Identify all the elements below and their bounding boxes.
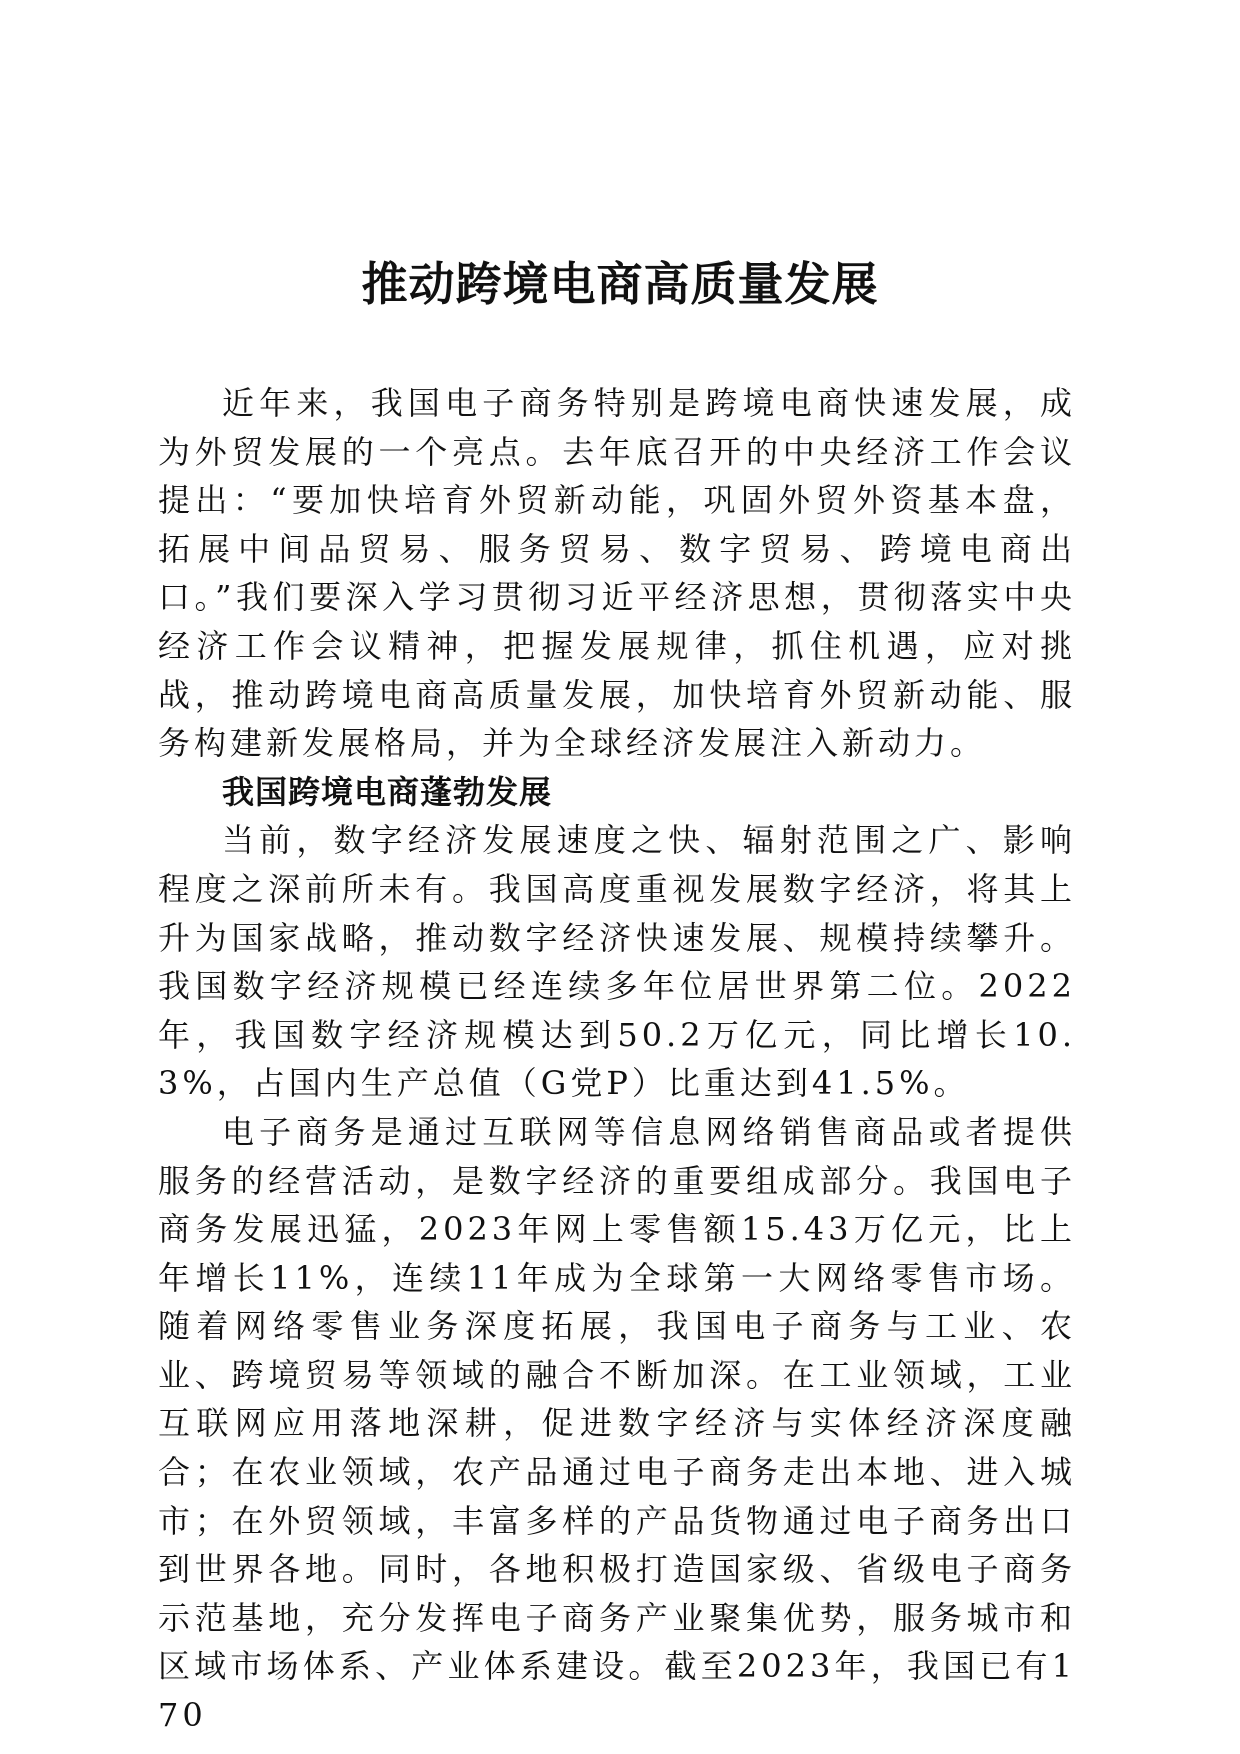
document-body [158,379,1076,1740]
section-paragraph-2: 电子商务是通过互联网等信息网络销售商品或者提供服务的经营活动，是数字经济的重要组成部分。我国电子商务发展迅猛，2023年网上零售额15.43万亿元，比上年增长11%，连续11年成为全球第一大网络零售市场。随着网络零售业务深度拓展，我国电子商务与工业、农业、跨境贸易等领域的融合不断加深。在工业领域，工业互联网应用落地深耕，促进数字经济与实体经济深度融合；在农业领域，农产品通过电子商务走出本地、进入城市；在外贸领域，丰富多样的产品货物通过电子商务出口到世界各地。同时，各地积极打造国家级、省级电子商务示范基地，充分发挥电子商务产业聚集优势，服务城市和区域市场体系、产业体系建设。截至2023年，我国已有170 [158,1112,1076,1735]
section-heading: 我国跨境电商蓬勃发展 [222,772,553,811]
intro-paragraph: 近年来，我国电子商务特别是跨境电商快速发展，成为外贸发展的一个亮点。去年底召开的中央经济工作会议提出：“要加快培育外贸新动能，巩固外贸外资基本盘，拓展中间品贸易、服务贸易、数字贸易、跨境电商出口。”我们要深入学习贯彻习近平经济思想，贯彻落实中央经济工作会议精神，把握发展规律，抓住机遇，应对挑战，推动跨境电商高质量发展，加快培育外贸新动能、服务构建新发展格局，并为全球经济发展注入新动力。 [158,384,1076,763]
document-title: 推动跨境电商高质量发展 [361,257,879,311]
section-paragraph-1: 当前，数字经济发展速度之快、辐射范围之广、影响程度之深前所未有。我国高度重视发展数字经济，将其上升为国家战略，推动数字经济快速发展、规模持续攀升。我国数字经济规模已经连续多年位居世界第二位。2022年，我国数字经济规模达到50.2万亿元，同比增长10.3%，占国内生产总值（G党P）比重达到41.5%。 [158,821,1076,1103]
